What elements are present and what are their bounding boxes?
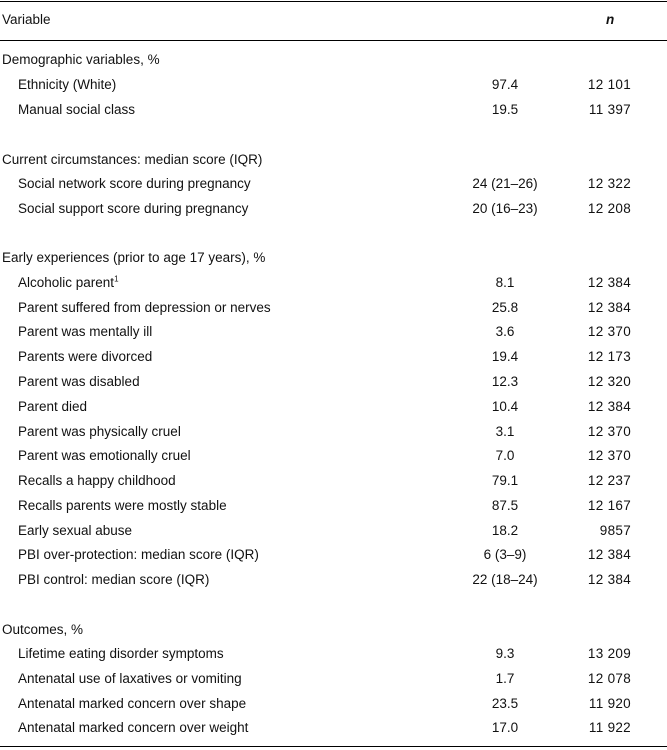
row-n: 11 920 [588,696,631,711]
table-row [0,494,667,518]
table-row [0,370,667,394]
table-row [0,197,667,221]
row-label: Lifetime eating disorder symptoms [18,646,224,661]
row-label: PBI control: median score (IQR) [18,572,210,587]
row-label: Early sexual abuse [18,523,133,538]
row-value: 17.0 [491,720,519,735]
row-label: Antenatal marked concern over weight [18,720,249,735]
row-value: 3.1 [495,424,515,439]
section-title: Early experiences (prior to age 17 years), % [2,250,266,265]
table-row [0,568,667,592]
row-n: 12 101 [587,77,631,92]
row-n: 12 384 [587,399,631,414]
section-title: Demographic variables, % [2,52,160,67]
row-n: 9857 [599,523,631,538]
row-value: 6 (3–9) [483,547,527,562]
row-n: 13 209 [587,646,631,661]
row-label: Parent suffered from depression or nerves [18,300,271,315]
row-value: 10.4 [491,399,519,414]
table-row [0,716,667,740]
table-row [0,73,667,97]
row-value: 7.0 [495,448,515,463]
row-value: 3.6 [495,324,515,339]
row-n: 12 173 [587,349,631,364]
table-row [0,271,667,295]
row-value: 8.1 [495,275,515,290]
row-n: 12 370 [587,324,631,339]
header-rule [0,40,667,41]
row-label: Parent was emotionally cruel [18,448,191,463]
table-row [0,667,667,691]
table-row [0,642,667,666]
table-row [0,320,667,344]
row-value: 22 (18–24) [472,572,538,587]
row-value: 24 (21–26) [472,176,538,191]
section-heading [0,48,667,72]
table-row [0,543,667,567]
row-value: 18.2 [491,523,519,538]
row-label: Antenatal marked concern over shape [18,696,247,711]
row-n: 12 167 [587,498,631,513]
section-title: Current circumstances: median score (IQR) [2,152,263,167]
row-label: Parent died [18,399,88,414]
row-n: 12 370 [587,424,631,439]
row-label: Recalls parents were mostly stable [18,498,227,513]
row-label: Parent was physically cruel [18,424,181,439]
row-value: 23.5 [491,696,519,711]
row-label: Parent was disabled [18,374,140,389]
footnote-marker: 1 [114,274,119,284]
row-label: Parent was mentally ill [18,324,153,339]
column-header-n: n [606,12,615,27]
column-header-variable: Variable [2,12,51,27]
row-label: Social network score during pregnancy [18,176,251,191]
row-n: 12 078 [587,671,631,686]
section-title: Outcomes, % [2,622,84,637]
row-value: 9.3 [495,646,515,661]
row-label: PBI over-protection: median score (IQR) [18,547,259,562]
row-value: 12.3 [491,374,519,389]
row-label: Antenatal use of laxatives or vomiting [18,671,242,686]
row-label: Parents were divorced [18,349,153,364]
row-value: 97.4 [491,77,519,92]
table-row [0,469,667,493]
row-n: 12 370 [587,448,631,463]
row-n: 12 384 [587,300,631,315]
row-n: 12 384 [587,275,631,290]
row-label: Ethnicity (White) [18,77,117,92]
row-n: 12 320 [587,374,631,389]
row-value: 1.7 [495,671,515,686]
table-row [0,172,667,196]
row-value: 79.1 [491,473,519,488]
row-label: Manual social class [18,102,136,117]
row-n: 12 384 [587,547,631,562]
row-value: 20 (16–23) [472,201,538,216]
row-value: 19.5 [491,102,519,117]
table-row [0,395,667,419]
table-top-rule [0,1,667,2]
table-row [0,296,667,320]
row-label [18,271,119,295]
table-row [0,345,667,369]
row-value: 87.5 [491,498,519,513]
table-row [0,519,667,543]
row-n: 12 237 [587,473,631,488]
section-heading [0,618,667,642]
row-label-text: Alcoholic parent [18,275,115,290]
row-n: 11 397 [588,102,631,117]
row-n: 11 922 [588,720,631,735]
row-n: 12 208 [587,201,631,216]
row-label: Social support score during pregnancy [18,201,249,216]
table-row [0,444,667,468]
row-value: 19.4 [491,349,519,364]
section-heading [0,246,667,270]
table-row [0,98,667,122]
table-row [0,692,667,716]
row-value: 25.8 [491,300,519,315]
row-label: Recalls a happy childhood [18,473,176,488]
section-heading [0,148,667,172]
row-n: 12 322 [587,176,631,191]
table-row [0,420,667,444]
table-bottom-rule [0,746,667,747]
row-n: 12 384 [587,572,631,587]
